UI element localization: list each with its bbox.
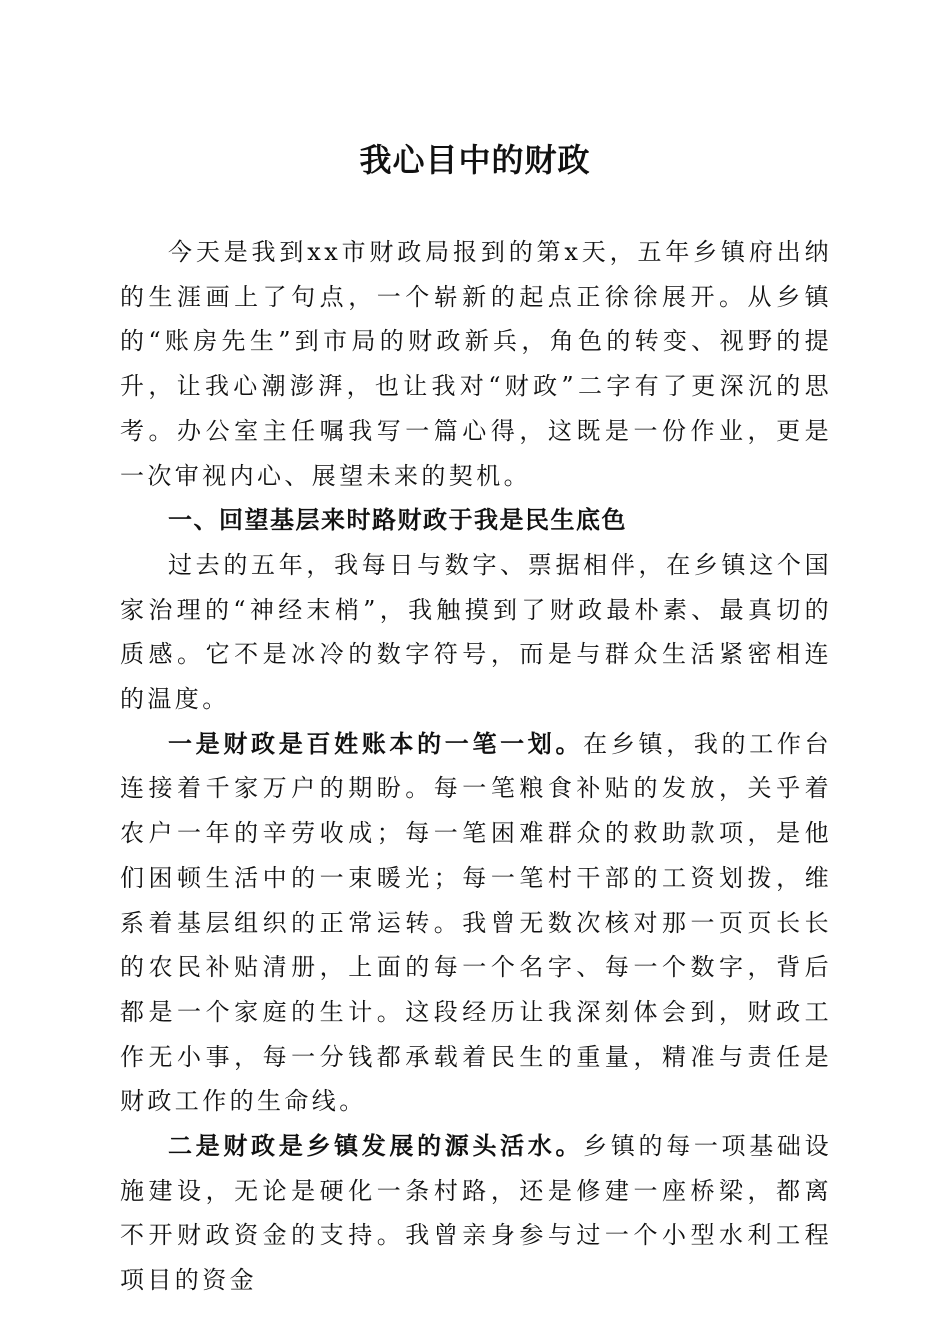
document-body [120, 230, 832, 1303]
point-2-lead: 二是财政是乡镇发展的源头活水。 [168, 1131, 584, 1161]
section-heading-1: 一、回望基层来时路财政于我是民生底色 [168, 506, 627, 535]
point-1-paragraph [120, 722, 832, 1124]
document-title: 我心目中的财政 [359, 141, 591, 179]
point-1-text: 在乡镇，我的工作台连接着千家万户的期盼。每一笔粮食补贴的发放，关乎着农户一年的辛劳收成；每一笔困难群众的救助款项，是他们困顿生活中的一束暖光；每一笔村干部的工资划拨，维系着基层组织的正常运转。我曾无数次核对那一页页长长的农民补贴清册，上面的每一个名字、每一个数字，背后都是一个家庭的生计。这段经历让我深刻体会到，财政工作无小事，每一分钱都承载着民生的重量，精准与责任是财政工作的生命线。 [120, 729, 832, 1116]
point-2-text: 乡镇的每一项基础设施建设，无论是硬化一条村路，还是修建一座桥梁，都离不开财政资金的支持。我曾亲身参与过一个小型水利工程项目的资金 [120, 1132, 832, 1295]
intro-paragraph: 今天是我到xx市财政局报到的第x天，五年乡镇府出纳的生涯画上了句点，一个崭新的起点正徐徐展开。从乡镇的“账房先生”到市局的财政新兵，角色的转变、视野的提升，让我心潮澎湃，也让我对“财政”二字有了更深沉的思考。办公室主任嘱我写一篇心得，这既是一份作业，更是一次审视内心、展望未来的契机。 [120, 238, 832, 490]
section-1-paragraph: 过去的五年，我每日与数字、票据相伴，在乡镇这个国家治理的“神经末梢”，我触摸到了财政最朴素、最真切的质感。它不是冰冷的数字符号，而是与群众生活紧密相连的温度。 [120, 550, 832, 714]
point-2-paragraph [120, 1124, 832, 1303]
point-1-lead: 一是财政是百姓账本的一笔一划。 [168, 728, 584, 758]
